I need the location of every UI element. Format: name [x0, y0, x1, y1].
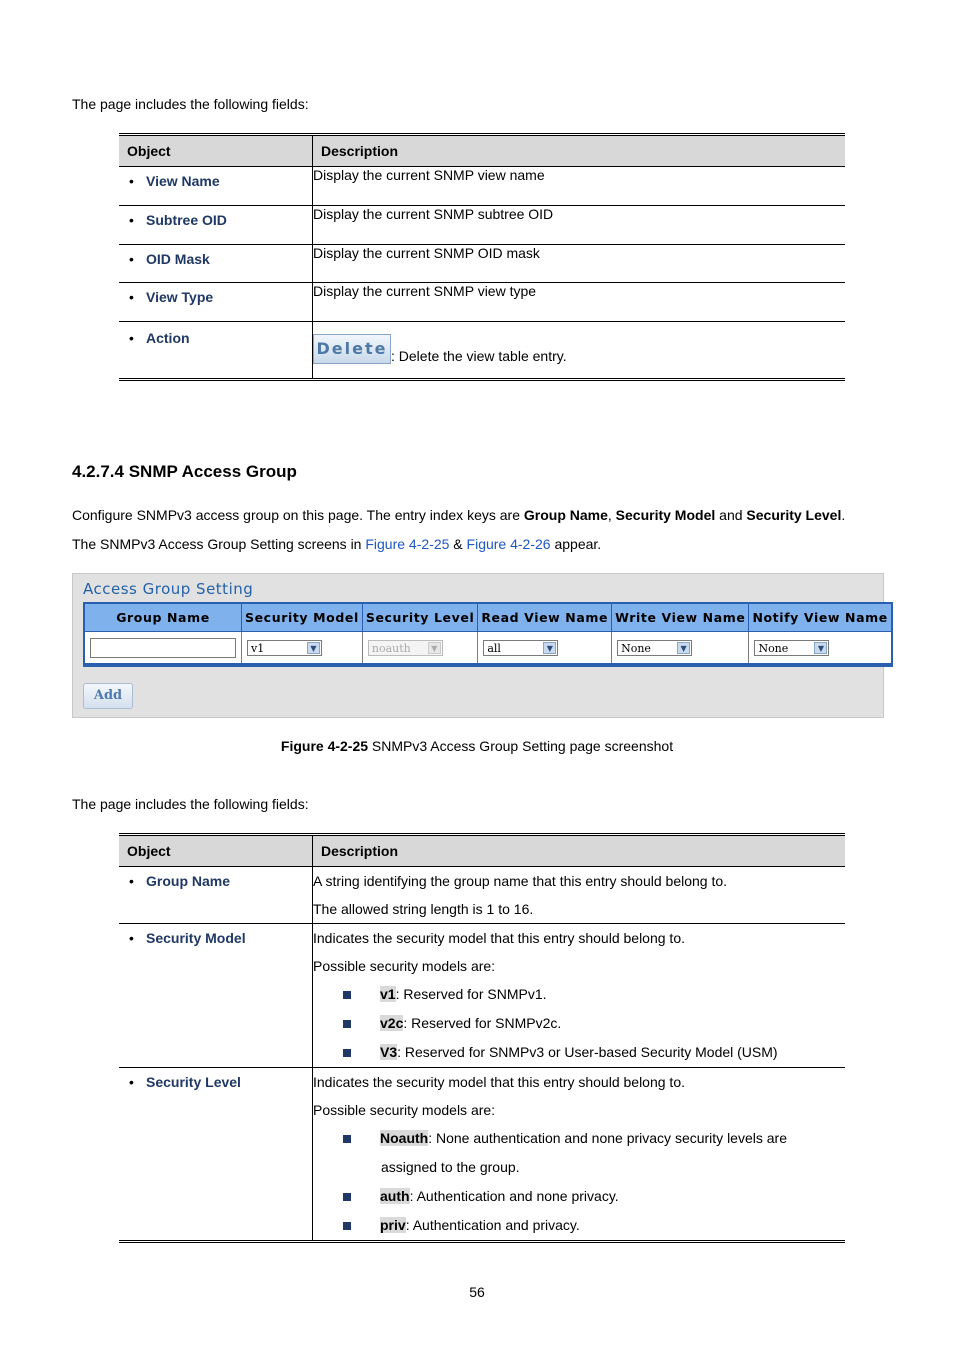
chevron-down-icon: ▼: [814, 642, 827, 654]
section-paragraph-2: The SNMPv3 Access Group Setting screens in Figure 4-2-25 & Figure 4-2-26 appear.: [72, 536, 602, 552]
column-header: Security Model: [242, 603, 363, 632]
list-item: V3: Reserved for SNMPv3 or User-based Security Model (USM): [313, 1038, 845, 1067]
column-header: Notify View Name: [749, 603, 892, 632]
table-row: • View Name Display the current SNMP view name: [119, 167, 845, 206]
table-row: • Security Model Indicates the security model that this entry should belong to. Possible security models are: v1: Reserved for SNMPv1. v2c: Reserved for SNMPv2c. V3: Reserved for SNMPv3 or User-based Security Model (USM): [119, 924, 845, 1068]
page-number: 56: [469, 1284, 485, 1300]
square-bullet-icon: [343, 1193, 351, 1201]
security-model-select[interactable]: v1 ▼: [247, 640, 322, 656]
table-row: • View Type Display the current SNMP view type: [119, 283, 845, 322]
table-row: • Subtree OID Display the current SNMP subtree OID: [119, 206, 845, 245]
object-name: View Name: [146, 173, 220, 189]
square-bullet-icon: [343, 1222, 351, 1230]
figure-caption: Figure 4-2-25 SNMPv3 Access Group Setting page screenshot: [280, 738, 674, 754]
header-object: Object: [119, 835, 313, 867]
table-row: • OID Mask Display the current SNMP OID mask: [119, 245, 845, 283]
chevron-down-icon: ▼: [677, 642, 690, 654]
object-description: Display the current SNMP view name: [313, 167, 846, 206]
section-paragraph-1: Configure SNMPv3 access group on this page. The entry index keys are Group Name, Security Model and Security Level.: [72, 507, 846, 523]
object-name: View Type: [146, 289, 214, 305]
header-description: Description: [313, 135, 846, 167]
security-level-select: noauth ▼: [368, 640, 443, 656]
column-header: Security Level: [362, 603, 477, 632]
panel-title: Access Group Setting: [83, 580, 254, 598]
column-header: Group Name: [84, 603, 242, 632]
section-heading: 4.2.7.4 SNMP Access Group: [72, 462, 297, 481]
table-row: • Security Level Indicates the security model that this entry should belong to. Possible security models are: Noauth: None authentication and none privacy security levels are assigned to the group. auth: Authentication and none privacy. priv: Authentication and privacy.: [119, 1068, 845, 1242]
object-description: : Delete the view table entry.: [391, 348, 567, 364]
object-name: Action: [146, 330, 190, 346]
object-name: Subtree OID: [146, 212, 227, 228]
list-item: Noauth: None authentication and none privacy security levels are: [313, 1124, 845, 1153]
access-group-fields-table: [119, 833, 845, 1243]
header-object: Object: [119, 135, 313, 167]
list-item: v1: Reserved for SNMPv1.: [313, 980, 845, 1009]
figure-link-2[interactable]: Figure 4-2-26: [466, 536, 551, 552]
square-bullet-icon: [343, 1135, 351, 1143]
read-view-select[interactable]: all ▼: [483, 640, 558, 656]
object-name: Security Level: [146, 1074, 241, 1090]
notify-view-select[interactable]: None ▼: [754, 640, 829, 656]
delete-button[interactable]: Delete: [313, 334, 391, 364]
square-bullet-icon: [343, 1020, 351, 1028]
table-row: • Action Delete : Delete the view table entry.: [119, 322, 845, 380]
object-name: OID Mask: [146, 251, 210, 267]
header-description: Description: [313, 835, 846, 867]
chevron-down-icon: ▼: [307, 642, 320, 654]
object-name: Security Model: [146, 930, 246, 946]
column-header: Read View Name: [478, 603, 612, 632]
table-row: • Group Name A string identifying the group name that this entry should belong to. The allowed string length is 1 to 16.: [119, 867, 845, 924]
column-header: Write View Name: [612, 603, 749, 632]
write-view-select[interactable]: None ▼: [617, 640, 692, 656]
square-bullet-icon: [343, 991, 351, 999]
chevron-down-icon: ▼: [428, 642, 441, 654]
access-group-table: [83, 602, 893, 667]
add-button[interactable]: Add: [83, 683, 133, 709]
figure-link-1[interactable]: Figure 4-2-25: [365, 536, 450, 552]
object-name: Group Name: [146, 873, 231, 889]
list-item: auth: Authentication and none privacy.: [313, 1182, 845, 1211]
view-fields-table: [119, 133, 845, 381]
list-item: priv: Authentication and privacy.: [313, 1211, 845, 1240]
access-group-screenshot: [72, 573, 888, 718]
chevron-down-icon: ▼: [543, 642, 556, 654]
table-row: [84, 632, 892, 666]
object-description: Display the current SNMP OID mask: [313, 245, 846, 283]
intro-text: The page includes the following fields:: [72, 96, 309, 112]
intro-text: The page includes the following fields:: [72, 796, 309, 812]
group-name-input[interactable]: [90, 638, 236, 658]
object-description: Display the current SNMP subtree OID: [313, 206, 846, 245]
object-description: Display the current SNMP view type: [313, 283, 846, 322]
list-item: v2c: Reserved for SNMPv2c.: [313, 1009, 845, 1038]
square-bullet-icon: [343, 1049, 351, 1057]
